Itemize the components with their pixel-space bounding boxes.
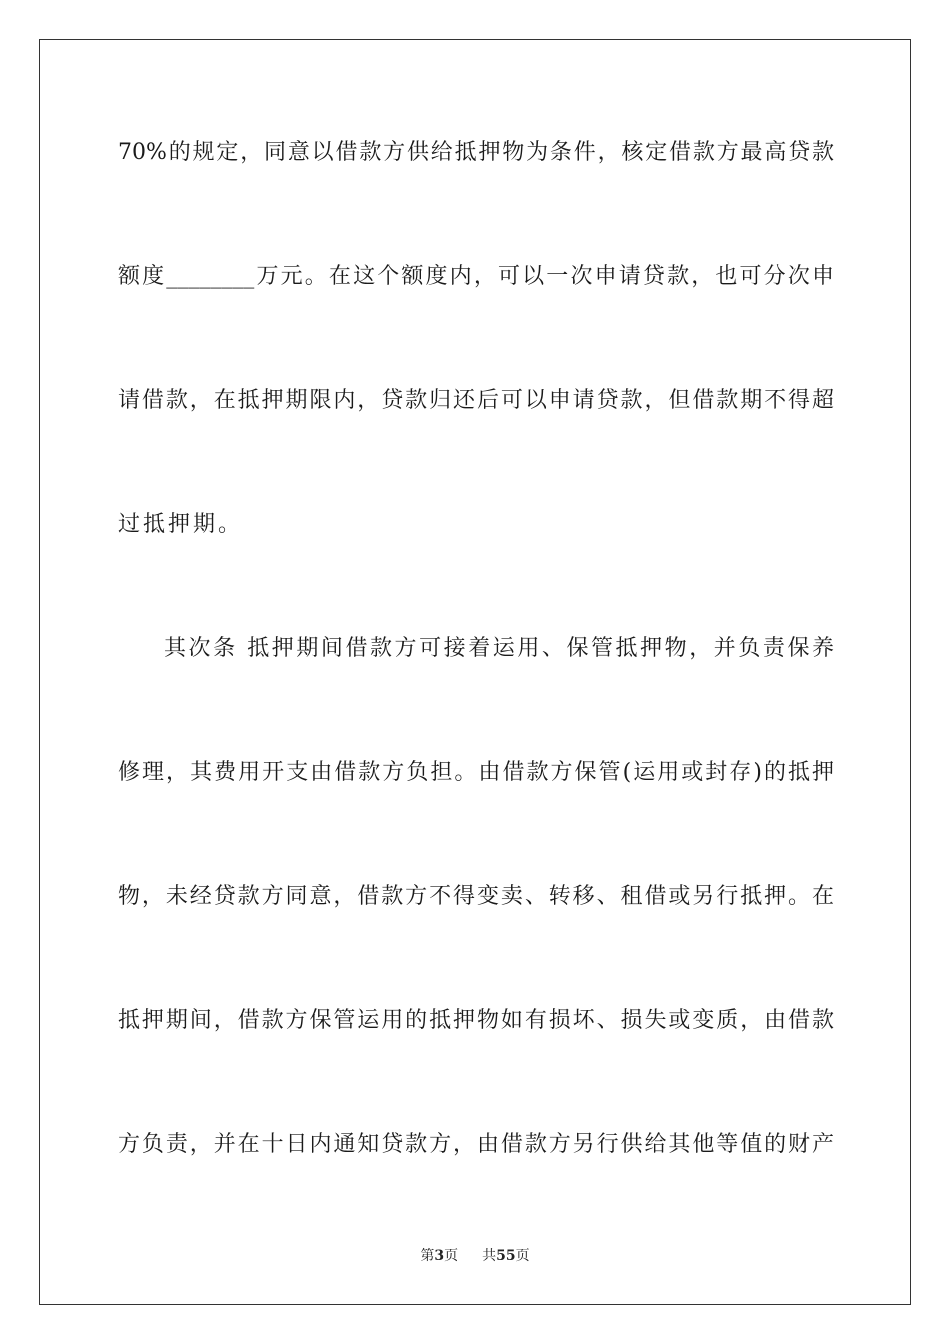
article-heading-line: 其次条 抵押期间借款方可接着运用、保管抵押物，并负责保养: [164, 636, 834, 661]
footer-total-suffix: 页: [515, 1248, 530, 1264]
footer-page-total: 55: [496, 1248, 516, 1264]
paragraph-line-2: 额度________万元。在这个额度内，可以一次申请贷款，也可分次申: [118, 264, 834, 289]
footer-page-prefix: 第: [420, 1248, 435, 1264]
paragraph-line-9: 方负责，并在十日内通知贷款方，由借款方另行供给其他等值的财产: [118, 1132, 834, 1157]
paragraph-line-1: 70%的规定，同意以借款方供给抵押物为条件，核定借款方最高贷款: [118, 140, 834, 165]
page-border: [39, 39, 911, 1305]
paragraph-line-8: 抵押期间，借款方保管运用的抵押物如有损坏、损失或变质，由借款: [118, 1008, 834, 1033]
paragraph-line-4: 过抵押期。: [118, 512, 244, 537]
footer-page-suffix: 页: [444, 1248, 459, 1264]
paragraph-line-7: 物，未经贷款方同意，借款方不得变卖、转移、租借或另行抵押。在: [118, 884, 834, 909]
footer-total-prefix: 共: [482, 1248, 497, 1264]
paragraph-line-3: 请借款，在抵押期限内，贷款归还后可以申请贷款，但借款期不得超: [118, 388, 834, 413]
paragraph-line-6: 修理，其费用开支由借款方负担。由借款方保管(运用或封存)的抵押: [118, 760, 834, 785]
footer-page-current: 3: [434, 1248, 445, 1264]
page-footer: [0, 1247, 950, 1265]
